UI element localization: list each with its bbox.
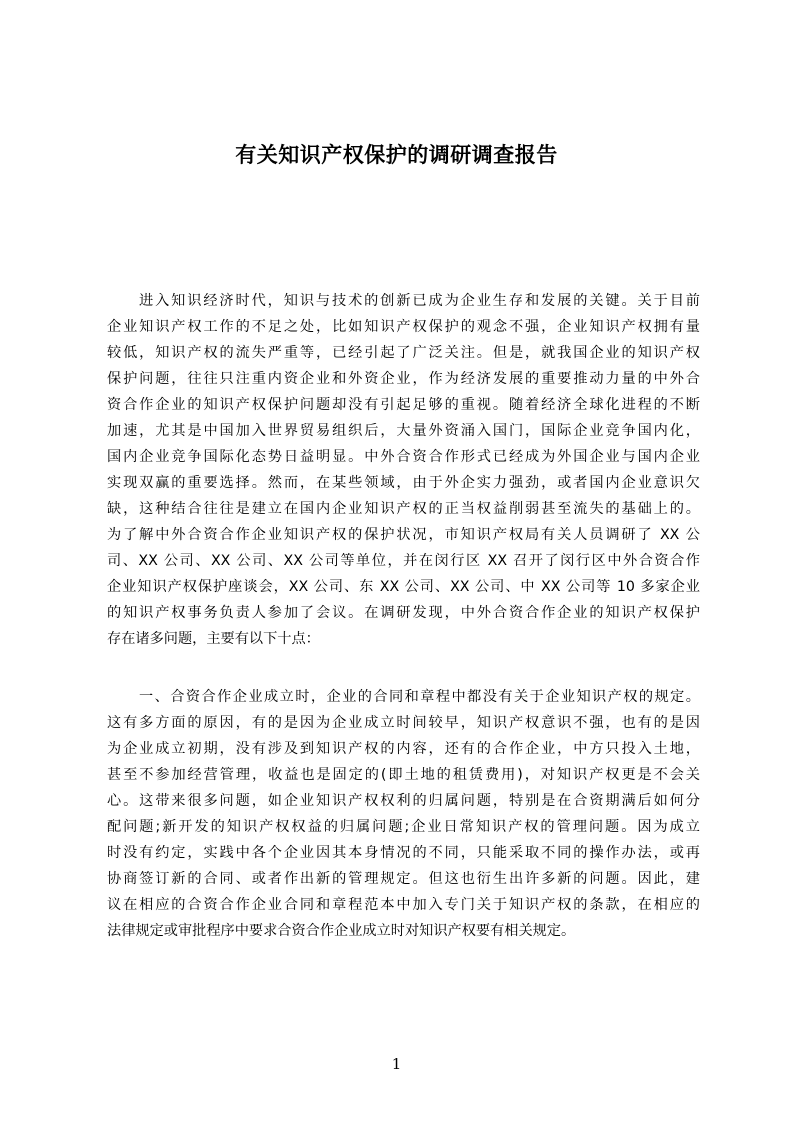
document-title: 有关知识产权保护的调研调查报告 [235, 143, 558, 167]
paragraph-line: 保护问题，往往只注重内资企业和外资企业，作为经济发展的重要推动力量的中外合 [107, 371, 700, 387]
paragraph-line: 资合作企业的知识产权保护问题却没有引起足够的重视。随着经济全球化进程的不断 [107, 397, 700, 413]
paragraph-line: 加速，尤其是中国加入世界贸易组织后，大量外资涌入国门，国际企业竞争国内化， [107, 423, 700, 439]
paragraph-line: 心。这带来很多问题，如企业知识产权权利的归属问题，特别是在合资期满后如何分 [107, 793, 700, 809]
paragraph-line: 议在相应的合资合作企业合同和章程范本中加入专门关于知识产权的条款，在相应的 [107, 897, 700, 913]
paragraph-point-one [107, 684, 700, 944]
paragraph-line: 企业知识产权工作的不足之处，比如知识产权保护的观念不强，企业知识产权拥有量 [107, 319, 700, 335]
paragraph-line: 缺，这种结合往往是建立在国内企业知识产权的正当权益削弱甚至流失的基础上的。 [107, 501, 700, 517]
paragraph-line: 为了解中外合资合作企业知识产权的保护状况，市知识产权局有关人员调研了 XX 公 [107, 527, 700, 543]
paragraph-line: 国内企业竞争国际化态势日益明显。中外合资合作形式已经成为外国企业与国内企业 [107, 449, 700, 465]
paragraph-line: 实现双赢的重要选择。然而，在某些领域，由于外企实力强劲，或者国内企业意识欠 [107, 475, 700, 491]
paragraph-line: 一、合资合作企业成立时，企业的合同和章程中都没有关于企业知识产权的规定。 [139, 689, 700, 705]
paragraph-line: 的知识产权事务负责人参加了会议。在调研发现，中外合资合作企业的知识产权保护 [107, 605, 700, 621]
paragraph-line: 存在诸多问题，主要有以下十点： [107, 631, 320, 647]
paragraph-line: 时没有约定，实践中各个企业因其本身情况的不同，只能采取不同的操作办法，或再 [107, 845, 700, 861]
paragraph-line: 较低，知识产权的流失严重等，已经引起了广泛关注。但是，就我国企业的知识产权 [107, 345, 700, 361]
paragraph-line: 协商签订新的合同、或者作出新的管理规定。但这也衍生出许多新的问题。因此，建 [107, 871, 700, 887]
paragraph-line: 配问题;新开发的知识产权权益的归属问题;企业日常知识产权的管理问题。因为成立 [107, 819, 700, 835]
paragraph-line: 为企业成立初期，没有涉及到知识产权的内容，还有的合作企业，中方只投入土地， [107, 741, 700, 757]
page-number: 1 [391, 1055, 402, 1073]
paragraph-line: 司、XX 公司、XX 公司、XX 公司等单位，并在闵行区 XX 召开了闵行区中外合资合作 [107, 553, 700, 569]
paragraph-line: 企业知识产权保护座谈会，XX 公司、东 XX 公司、XX 公司、中 XX 公司等 10 多家企业 [107, 579, 700, 595]
paragraph-line: 法律规定或审批程序中要求合资合作企业成立时对知识产权要有相关规定。 [107, 923, 576, 939]
paragraph-line: 这有多方面的原因，有的是因为企业成立时间较早，知识产权意识不强，也有的是因 [107, 715, 700, 731]
paragraph-line: 进入知识经济时代，知识与技术的创新已成为企业生存和发展的关键。关于目前 [139, 293, 700, 309]
paragraph-intro [107, 288, 700, 652]
paragraph-line: 甚至不参加经营管理，收益也是固定的(即土地的租赁费用)，对知识产权更是不会关 [107, 767, 700, 783]
